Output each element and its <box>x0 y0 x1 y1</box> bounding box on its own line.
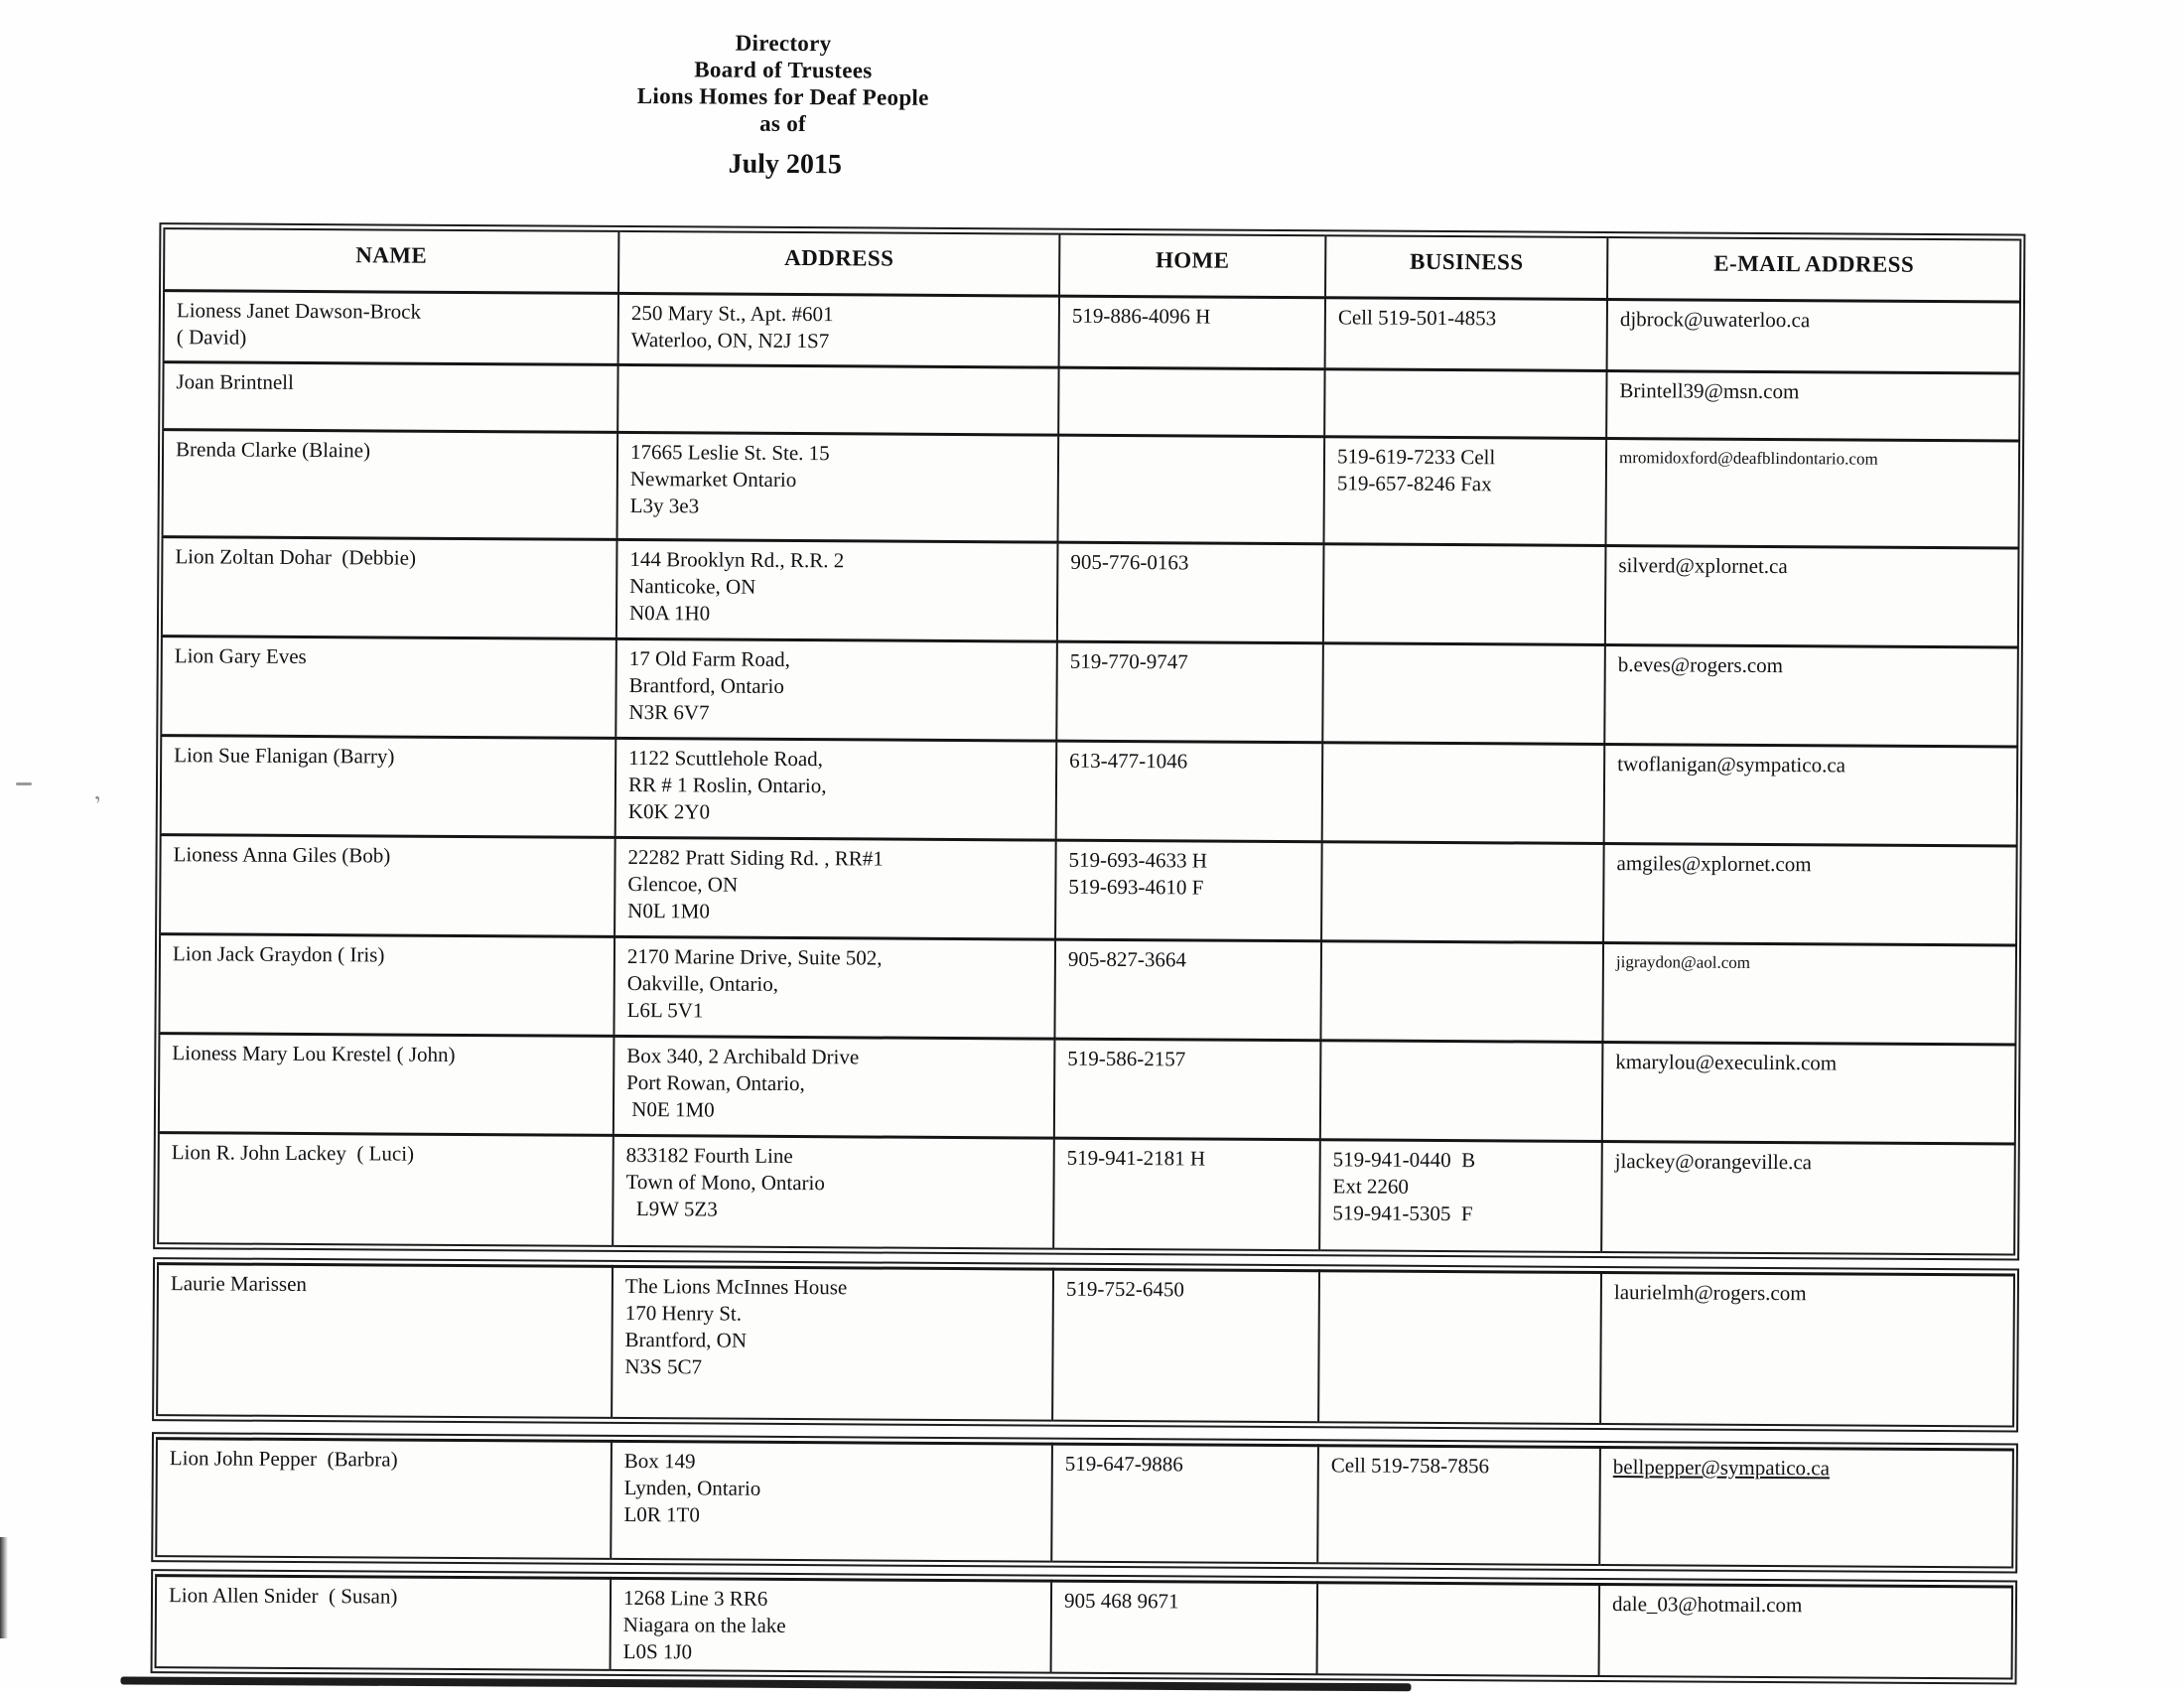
home-line <box>1071 373 1315 402</box>
business-line: 519-619-7233 Cell <box>1336 443 1496 469</box>
email-line: dale_03@hotmail.com <box>1611 1592 1803 1618</box>
trustees-table <box>157 227 2021 1255</box>
address-line <box>630 370 1049 400</box>
cell-home <box>1051 1444 1318 1563</box>
table-body-section-3 <box>156 1439 2013 1567</box>
home-line: 519-886-4096 H <box>1071 303 1211 329</box>
table-row <box>163 429 2020 547</box>
home-line: 905 468 9671 <box>1063 1588 1179 1614</box>
column-header-name: NAME <box>164 228 618 293</box>
trustees-table-continued <box>156 1262 2015 1427</box>
name-line: Laurie Marissen <box>170 1271 308 1297</box>
cell-business <box>1321 841 1604 942</box>
address-line: L0R 1T0 <box>623 1501 701 1527</box>
column-header-business: BUSINESS <box>1325 235 1607 299</box>
name-line: ( David) <box>176 324 247 350</box>
email-line: kmarylou@execulink.com <box>1615 1049 1838 1074</box>
cell-email <box>1607 299 2020 373</box>
business-line <box>1336 550 1596 579</box>
cell-address <box>615 638 1057 741</box>
table-body-main <box>158 290 2020 1254</box>
cell-business <box>1320 940 1603 1042</box>
name-line: Lioness Mary Lou Krestel ( John) <box>172 1040 456 1066</box>
cell-home <box>1056 641 1323 743</box>
cell-business <box>1317 1446 1600 1565</box>
title-line: Board of Trustees <box>694 57 873 83</box>
home-line: 613-477-1046 <box>1069 748 1188 773</box>
name-line: Lioness Anna Giles (Bob) <box>173 841 391 868</box>
business-line <box>1334 848 1594 877</box>
cell-business <box>1324 368 1606 438</box>
business-line <box>1332 1277 1592 1306</box>
cell-email <box>1602 1042 2016 1144</box>
trustees-table-continued <box>155 1437 2014 1568</box>
home-line: 519-693-4633 H <box>1068 847 1208 873</box>
cell-business <box>1322 642 1605 744</box>
table-row <box>156 1439 2013 1567</box>
name-line: Brenda Clarke (Blaine) <box>175 436 371 462</box>
cell-name <box>159 933 614 1036</box>
cell-address <box>612 1266 1053 1420</box>
cell-address <box>614 936 1055 1039</box>
directory-table-main <box>153 222 2025 1260</box>
cell-name <box>162 536 617 638</box>
name-line: Lion R. John Lackey ( Luci) <box>171 1139 415 1166</box>
table-row <box>158 1132 2015 1254</box>
business-line: Cell 519-758-7856 <box>1330 1453 1490 1479</box>
address-line: Newmarket Ontario <box>629 466 797 492</box>
home-line: 519-647-9886 <box>1064 1451 1183 1477</box>
email-line: amgiles@xplornet.com <box>1616 850 1812 876</box>
cell-address <box>616 539 1058 641</box>
table-row <box>159 933 2016 1044</box>
cell-name <box>156 1576 612 1670</box>
address-line: Box 340, 2 Archibald Drive <box>626 1043 860 1068</box>
cell-business <box>1317 1583 1600 1676</box>
directory-table-section-4 <box>151 1569 2018 1684</box>
cell-email <box>1606 370 2019 441</box>
column-header-home: HOME <box>1059 234 1325 298</box>
header-row <box>164 228 2020 301</box>
cell-name <box>161 636 616 738</box>
cell-email <box>1602 942 2016 1045</box>
address-line: N0L 1M0 <box>627 898 710 922</box>
home-line <box>1071 441 1315 470</box>
address-line: 17665 Leslie St. Ste. 15 <box>629 439 830 465</box>
cell-name <box>163 361 617 432</box>
document-title <box>1 25 1566 142</box>
scan-edge-artifact <box>0 1537 8 1638</box>
email-line: Brintell39@msn.com <box>1619 377 1800 403</box>
address-line: Waterloo, ON, N2J 1S7 <box>630 327 830 353</box>
address-line: N3S 5C7 <box>624 1353 703 1379</box>
cell-business <box>1323 436 1606 545</box>
cell-name <box>163 429 618 539</box>
name-line: Lion Sue Flanigan (Barry) <box>174 742 395 769</box>
name-line: Lion John Pepper (Barbra) <box>169 1446 398 1472</box>
address-line: L9W 5Z3 <box>625 1196 718 1221</box>
cell-home <box>1058 435 1325 544</box>
address-line: Lynden, Ontario <box>623 1475 761 1500</box>
cell-name <box>156 1439 612 1559</box>
cell-address <box>611 1578 1052 1672</box>
title-line: as of <box>759 110 807 137</box>
address-line: Port Rowan, Ontario, <box>626 1069 805 1095</box>
address-line: Brantford, ON <box>624 1327 748 1352</box>
trustees-table-continued <box>155 1574 2014 1679</box>
directory-table-section-3 <box>151 1432 2018 1573</box>
cell-business <box>1323 543 1606 644</box>
business-line <box>1335 749 1595 778</box>
business-line <box>1334 947 1594 976</box>
business-line: 519-941-0440 B <box>1332 1146 1476 1172</box>
cell-home <box>1052 1269 1319 1422</box>
cell-email <box>1600 1272 2014 1426</box>
business-line <box>1330 1589 1590 1618</box>
address-line: L0S 1J0 <box>622 1638 693 1664</box>
business-line: Cell 519-501-4853 <box>1337 304 1497 330</box>
home-line: 519-586-2157 <box>1067 1046 1186 1070</box>
name-line: Lion Zoltan Dohar (Debbie) <box>175 543 417 570</box>
email-line: jlackey@orangeville.ca <box>1614 1148 1813 1174</box>
home-line: 519-941-2181 H <box>1066 1145 1206 1171</box>
cell-email <box>1599 1447 2013 1567</box>
email-line: bellpepper@sympatico.ca <box>1612 1455 1831 1481</box>
title-line: Directory <box>735 30 832 57</box>
cell-email <box>1601 1141 2015 1255</box>
cell-home <box>1055 840 1322 941</box>
table-row <box>164 290 2020 372</box>
name-line: Lion Gary Eves <box>174 642 307 668</box>
cell-email <box>1605 438 2019 548</box>
cell-name <box>158 1132 614 1246</box>
table-row <box>162 536 2019 646</box>
address-line: 17 Old Farm Road, <box>628 645 791 671</box>
email-line: laurielmh@rogers.com <box>1613 1280 1807 1306</box>
email-line: b.eves@rogers.com <box>1617 651 1784 677</box>
business-line: 519-657-8246 Fax <box>1336 470 1492 495</box>
cell-address <box>614 1036 1055 1138</box>
address-line: 1122 Scuttlehole Road, <box>628 745 824 771</box>
address-line: Town of Mono, Ontario <box>625 1169 825 1195</box>
address-line: L6L 5V1 <box>626 997 704 1022</box>
address-line: RR # 1 Roslin, Ontario, <box>627 772 827 797</box>
table-row <box>160 834 2017 944</box>
address-line: K0K 2Y0 <box>627 798 711 823</box>
address-line: Glencoe, ON <box>627 871 739 897</box>
business-line: 519-941-5305 F <box>1332 1200 1473 1225</box>
cell-email <box>1604 644 2018 747</box>
address-line: L3y 3e3 <box>629 493 700 517</box>
cell-business <box>1319 1139 1602 1252</box>
cell-email <box>1605 545 2019 647</box>
name-line: Lion Allen Snider ( Susan) <box>168 1583 398 1609</box>
address-line: 144 Brooklyn Rd., R.R. 2 <box>629 546 845 572</box>
address-line: 250 Mary St., Apt. #601 <box>630 300 834 326</box>
cell-business <box>1322 742 1605 843</box>
cell-address <box>611 1441 1052 1561</box>
email-line: twoflanigan@sympatico.ca <box>1617 751 1846 777</box>
cell-address <box>617 432 1059 542</box>
cell-business <box>1320 1040 1603 1141</box>
cell-home <box>1053 1138 1320 1251</box>
table-header <box>164 228 2020 301</box>
email-line: mromidoxford@deafblindontario.com <box>1618 447 1878 469</box>
business-line: Ext 2260 <box>1332 1173 1410 1199</box>
cell-home <box>1058 367 1324 437</box>
address-line: The Lions McInnes House <box>624 1273 848 1300</box>
home-line: 519-770-9747 <box>1069 648 1188 673</box>
cell-home <box>1051 1581 1318 1674</box>
cell-name <box>157 1264 613 1418</box>
address-line: 1268 Line 3 RR6 <box>622 1585 768 1611</box>
name-line: Lion Jack Graydon ( Iris) <box>172 940 385 966</box>
table-row <box>156 1576 2013 1679</box>
address-line: 2170 Marine Drive, Suite 502, <box>626 943 883 970</box>
name-line: Joan Brintnell <box>176 368 294 394</box>
cell-home <box>1059 296 1325 369</box>
cell-email <box>1603 843 2017 945</box>
cell-business <box>1325 297 1607 370</box>
address-line: Box 149 <box>623 1448 696 1474</box>
table-row <box>159 1033 2016 1143</box>
address-line: Niagara on the lake <box>622 1612 786 1637</box>
cell-email <box>1604 744 2018 846</box>
home-line: 905-776-0163 <box>1070 549 1189 574</box>
cell-address <box>615 738 1057 840</box>
address-line: Brantford, Ontario <box>628 672 784 698</box>
cell-home <box>1054 1039 1321 1140</box>
table-row <box>157 1264 2014 1426</box>
address-line: 833182 Fourth Line <box>625 1142 793 1168</box>
cell-home <box>1054 939 1321 1041</box>
email-line: jigraydon@aol.com <box>1615 951 1751 972</box>
date-heading: July 2015 <box>728 148 843 181</box>
cell-address <box>614 837 1056 939</box>
home-line: 519-752-6450 <box>1065 1276 1184 1302</box>
address-line: 170 Henry St. <box>624 1300 743 1326</box>
column-header-email: E-MAIL ADDRESS <box>1607 237 2020 302</box>
cell-home <box>1057 542 1324 643</box>
business-line <box>1336 649 1596 678</box>
cell-home <box>1056 741 1323 842</box>
cell-address <box>617 364 1058 435</box>
cell-address <box>618 293 1059 367</box>
address-line: 22282 Pratt Siding Rd. , RR#1 <box>627 844 884 871</box>
table-body-section-4 <box>156 1576 2013 1679</box>
address-line: N0E 1M0 <box>625 1096 715 1122</box>
table-body-section-2 <box>157 1264 2014 1426</box>
table-row <box>161 735 2018 845</box>
address-line: Nanticoke, ON <box>629 573 756 599</box>
business-line <box>1333 1047 1593 1075</box>
home-line: 519-693-4610 F <box>1068 874 1204 900</box>
address-line: N0A 1H0 <box>628 600 711 625</box>
title-line: Lions Homes for Deaf People <box>636 83 929 110</box>
cell-email <box>1599 1584 2013 1678</box>
directory-table-section-2 <box>152 1257 2019 1432</box>
business-line <box>1337 375 1597 404</box>
cell-name <box>159 1033 614 1135</box>
home-line: 905-827-3664 <box>1067 946 1187 971</box>
table-row <box>163 361 2019 440</box>
email-line: silverd@xplornet.ca <box>1618 552 1788 578</box>
scan-comma-artifact: , <box>85 776 103 806</box>
column-header-address: ADDRESS <box>618 231 1059 296</box>
table-row <box>161 636 2018 746</box>
address-line: Oakville, Ontario, <box>626 970 779 996</box>
scan-dash-artifact <box>16 782 32 785</box>
address-line: N3R 6V7 <box>628 699 710 724</box>
cell-name <box>161 735 616 837</box>
cell-address <box>613 1135 1054 1249</box>
email-line: djbrock@uwaterloo.ca <box>1619 306 1811 332</box>
name-line: Lioness Janet Dawson-Brock <box>176 297 422 324</box>
cell-name <box>160 834 615 936</box>
cell-name <box>164 290 618 364</box>
cell-business <box>1318 1271 1601 1424</box>
